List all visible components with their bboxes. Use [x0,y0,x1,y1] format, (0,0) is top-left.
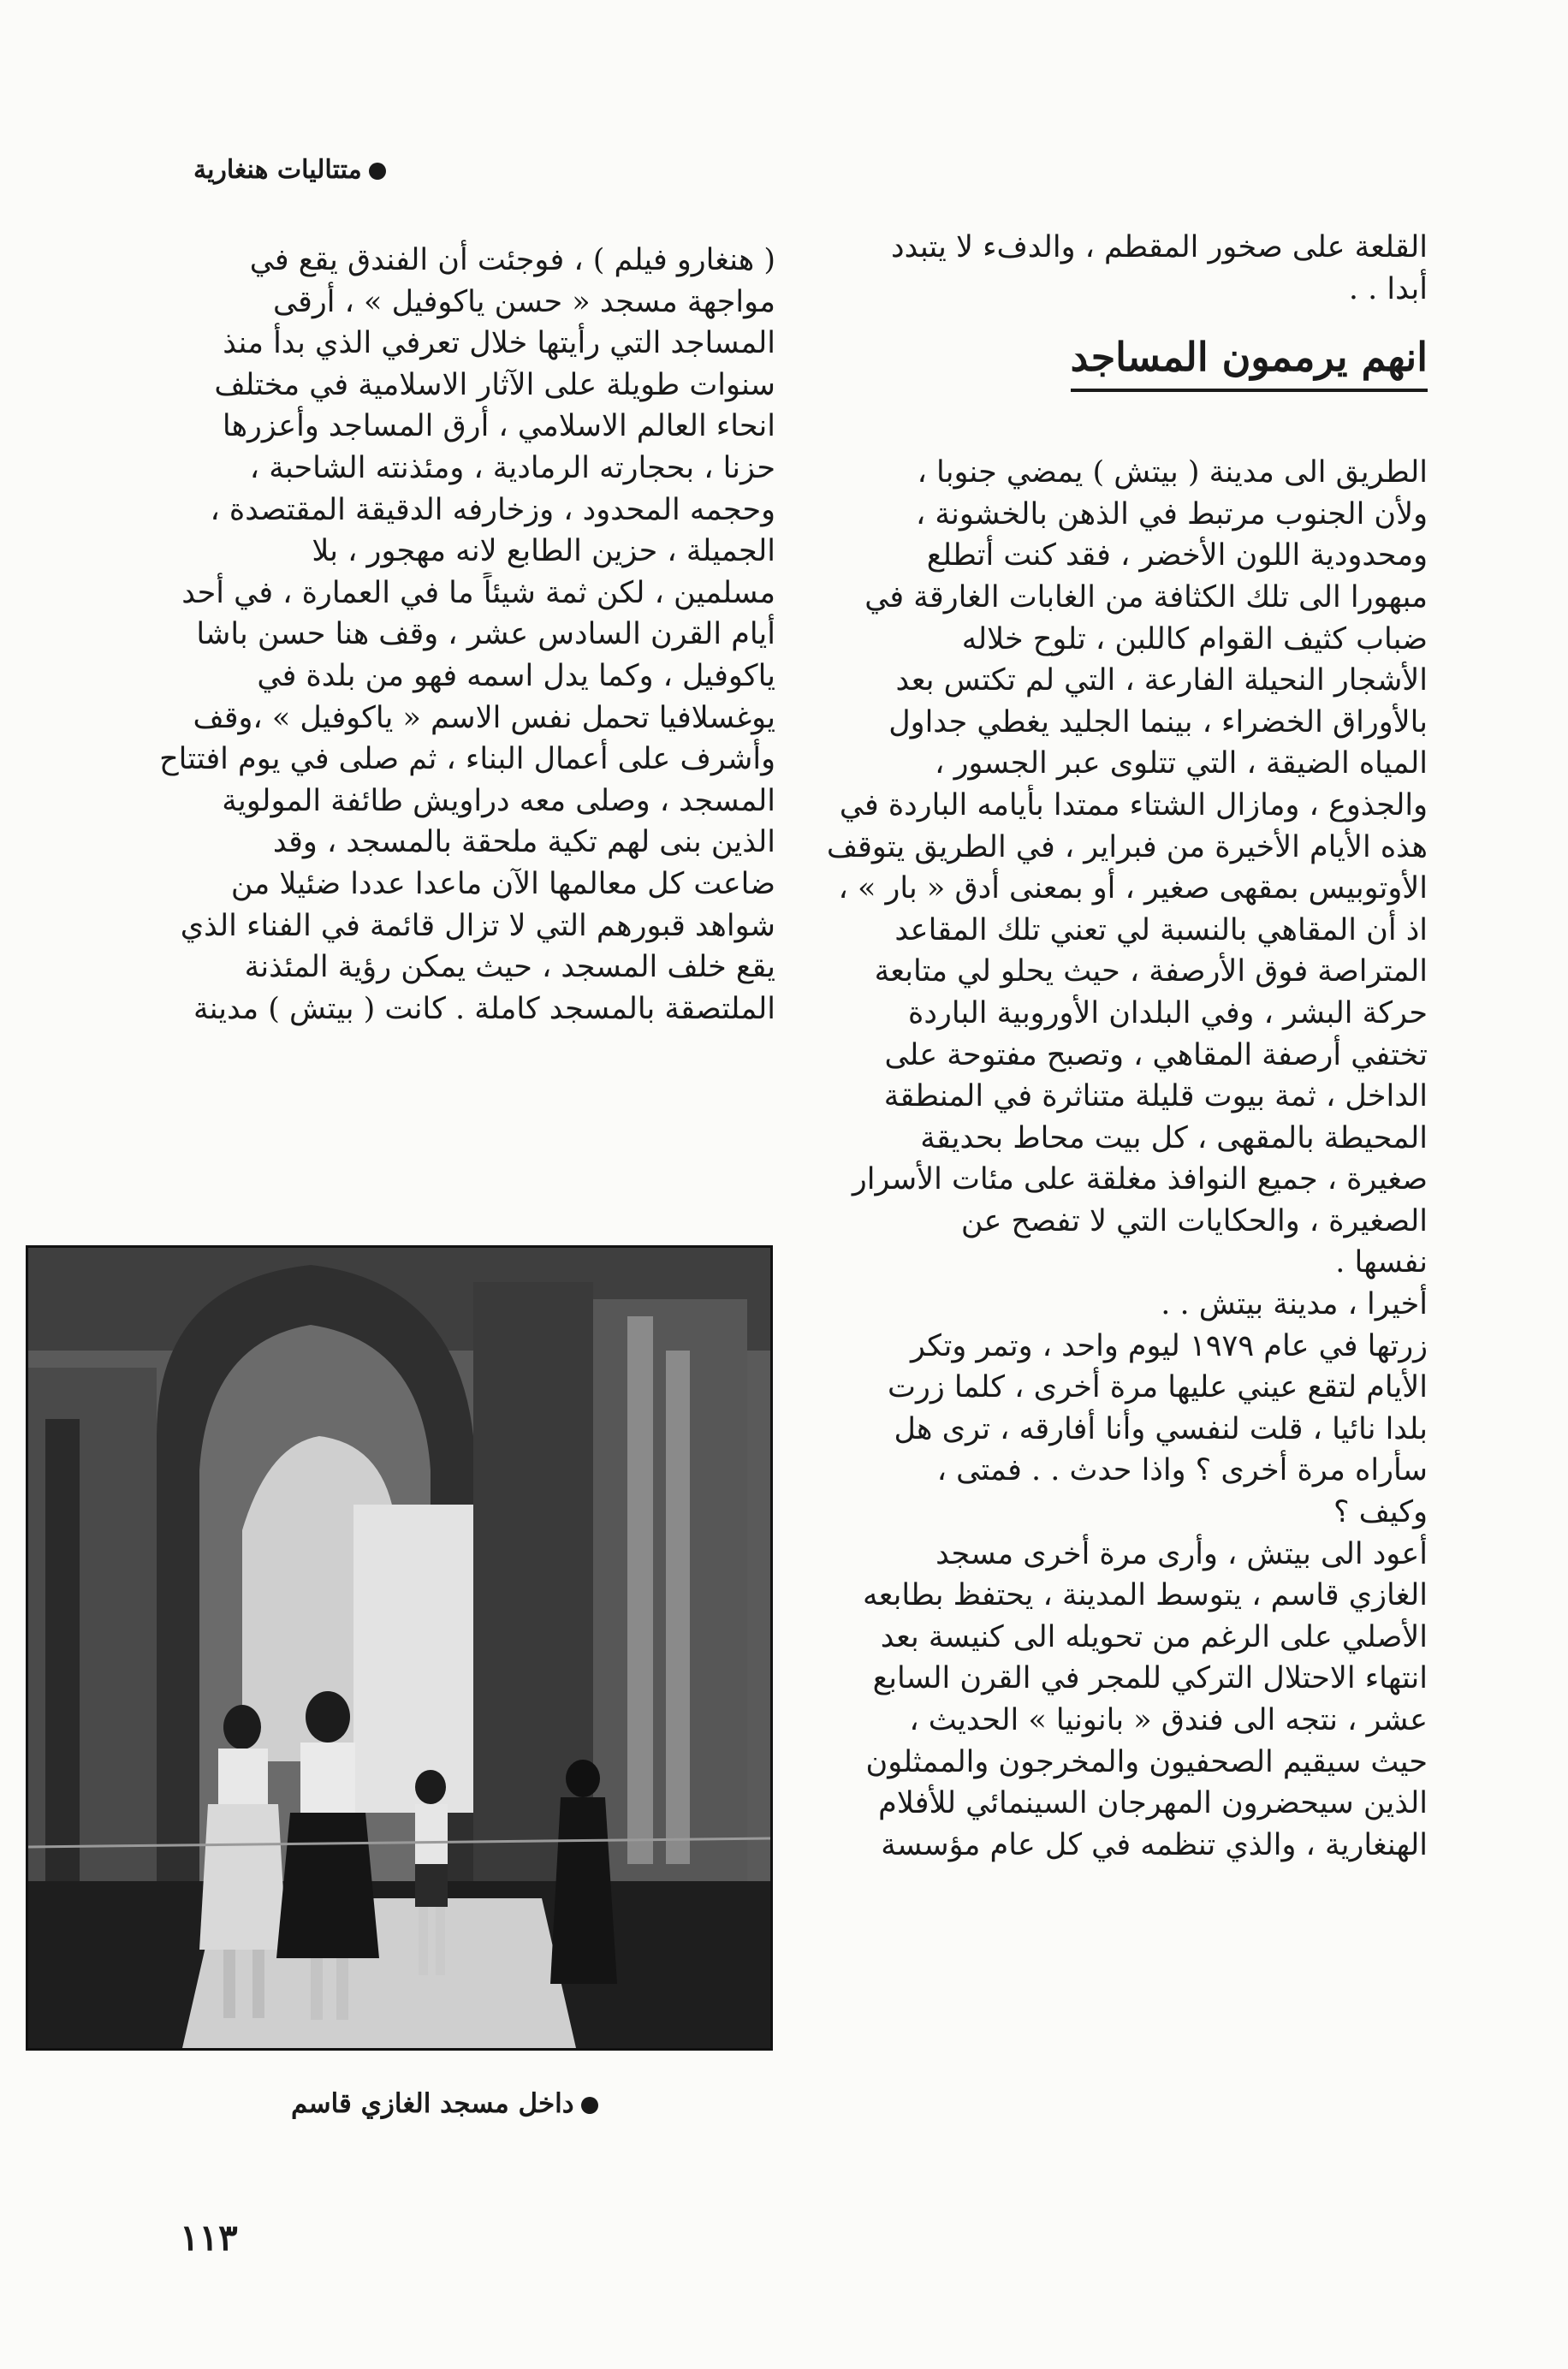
photo-caption-text: داخل مسجد الغازي قاسم [291,2088,574,2119]
text-line: مبهورا الى تلك الكثافة من الغابات الغارقة في [864,579,1428,615]
text-line: والجذوع ، ومازال الشتاء ممتدا بأيامه الباردة في [839,787,1428,822]
intro-paragraph [817,227,1428,310]
text-line: مواجهة مسجد « حسن ياكوفيل » ، أرقى [272,284,775,319]
text-line: الأصلي على الرغم من تحويله الى كنيسة بعد [880,1619,1428,1654]
text-line: صغيرة ، جميع النوافذ مغلقة على مئات الأسرار [852,1162,1428,1197]
text-line: بالأوراق الخضراء ، بينما الجليد يغطي جداول [888,704,1428,739]
text-line: حركة البشر ، وفي البلدان الأوروبية الباردة [908,995,1428,1030]
text-line: المتراصة فوق الأرصفة ، حيث يحلو لي متابعة [874,954,1428,989]
text-line: ولأن الجنوب مرتبط في الذهن بالخشونة ، [915,496,1428,531]
section-heading: انهم يرممون المساجد [1071,330,1428,392]
text-line: انحاء العالم الاسلامي ، أرق المساجد وأعزرها [222,409,775,444]
running-header [193,157,386,183]
left-column [159,240,775,1030]
text-line: الذين سيحضرون المهرجان السينمائي للأفلام [878,1786,1428,1821]
text-line: الداخل ، ثمة بيوت قليلة متناثرة في المنطقة [883,1079,1428,1114]
text-line: الغازي قاسم ، يتوسط المدينة ، يحتفظ بطابعه [862,1578,1428,1613]
photo-caption [291,2088,598,2119]
text-line: الأوتوبيس بمقهى صغير ، أو بمعنى أدق « بار » ، [838,871,1428,906]
right-column [817,227,1428,1866]
text-line: بلدا نائيا ، قلت لنفسي وأنا أفارقه ، ترى هل [894,1411,1428,1446]
page-number: ١١٣ [180,2217,238,2259]
text-line: أخيرا ، مدينة بيتش . . [1161,1287,1428,1322]
text-line: عشر ، نتجه الى فندق « بانونيا » الحديث ، [909,1703,1428,1737]
text-line: المسجد ، وصلى معه دراويش طائفة المولوية [222,783,775,818]
text-line: المحيطة بالمقهى ، كل بيت محاط بحديقة [920,1120,1428,1155]
text-line: شواهد قبورهم التي لا تزال قائمة في الفناء الذي [180,908,775,943]
text-line: اذ أن المقاهي بالنسبة لي تعني تلك المقاعد [894,912,1428,947]
text-line: تختفي أرصفة المقاهي ، وتصبح مفتوحة على [884,1037,1428,1072]
text-line: يقع خلف المسجد ، حيث يمكن رؤية المئذنة [244,950,775,985]
text-line: ياكوفيل ، وكما يدل اسمه فهو من بلدة في [257,658,775,693]
text-line: ( هنغارو فيلم ) ، فوجئت أن الفندق يقع في [249,243,775,277]
text-line: وكيف ؟ [1333,1495,1428,1530]
text-line: المياه الضيقة ، التي تتلوى عبر الجسور ، [935,746,1428,781]
text-line: الصغيرة ، والحكايات التي لا تفصح عن [960,1203,1428,1238]
text-line: سنوات طويلة على الآثار الاسلامية في مختلف [214,367,775,402]
running-header-text: متتاليات هنغارية [193,155,362,185]
text-line: أبدا . . [1348,271,1428,306]
text-line: الأيام لتقع عيني عليها مرة أخرى ، كلما زرت [888,1370,1428,1405]
text-line: مسلمين ، لكن ثمة شيئاً ما في العمارة ، في أحد [181,575,775,610]
text-line: زرتها في عام ١٩٧٩ ليوم واحد ، وتمر وتكر [910,1328,1428,1363]
text-line: الطريق الى مدينة ( بيتش ) يمضي جنوبا ، [917,455,1428,490]
text-line: يوغسلافيا تحمل نفس الاسم « ياكوفيل » ،وقف [193,700,775,735]
text-line: الهنغارية ، والذي تنظمه في كل عام مؤسسة [881,1827,1428,1862]
text-line: سأراه مرة أخرى ؟ واذا حدث . . فمتى ، [936,1453,1428,1488]
text-line: الأشجار النحيلة الفارعة ، التي لم تكتس بعد [895,663,1428,698]
right-column-body [817,452,1428,1866]
text-line: ضاعت كل معالمها الآن ماعدا عددا ضئيلا من [230,866,775,901]
text-line: المساجد التي رأيتها خلال تعرفي الذي بدأ منذ [223,326,775,361]
mosque-interior-photo [26,1245,773,2051]
text-line: ومحدودية اللون الأخضر ، فقد كنت أتطلع [926,538,1428,573]
text-line: القلعة على صخور المقطم ، والدفء لا يتبدد [891,230,1428,264]
bullet-icon [369,163,386,180]
text-line: حيث سيقيم الصحفيون والمخرجون والممثلون [865,1744,1428,1779]
text-line: حزنا ، بحجارته الرمادية ، ومئذنته الشاحبة ، [249,450,775,485]
text-line: هذه الأيام الأخيرة من فبراير ، في الطريق يتوقف [826,829,1428,864]
photo-illustration [28,1248,770,2048]
text-line: أعود الى بيتش ، وأرى مرة أخرى مسجد [935,1536,1428,1571]
text-line: انتهاء الاحتلال التركي للمجر في القرن السابع [872,1661,1428,1696]
text-line: وحجمه المحدود ، وزخارفه الدقيقة المقتصدة ، [210,492,775,527]
bullet-icon [581,2097,598,2114]
text-line: أيام القرن السادس عشر ، وقف هنا حسن باشا [196,617,775,652]
text-line: نفسها . [1335,1245,1428,1280]
section-heading-block [817,330,1428,392]
text-line: الذين بنى لهم تكية ملحقة بالمسجد ، وقد [272,825,775,860]
text-line: ضباب كثيف القوام كاللبن ، تلوح خلاله [961,621,1428,656]
text-line: وأشرف على أعمال البناء ، ثم صلى في يوم افتتاح [159,742,775,777]
text-line: الجميلة ، حزين الطابع لانه مهجور ، بلا [312,534,775,569]
text-line: الملتصقة بالمسجد كاملة . كانت ( بيتش ) مدينة [193,991,775,1026]
